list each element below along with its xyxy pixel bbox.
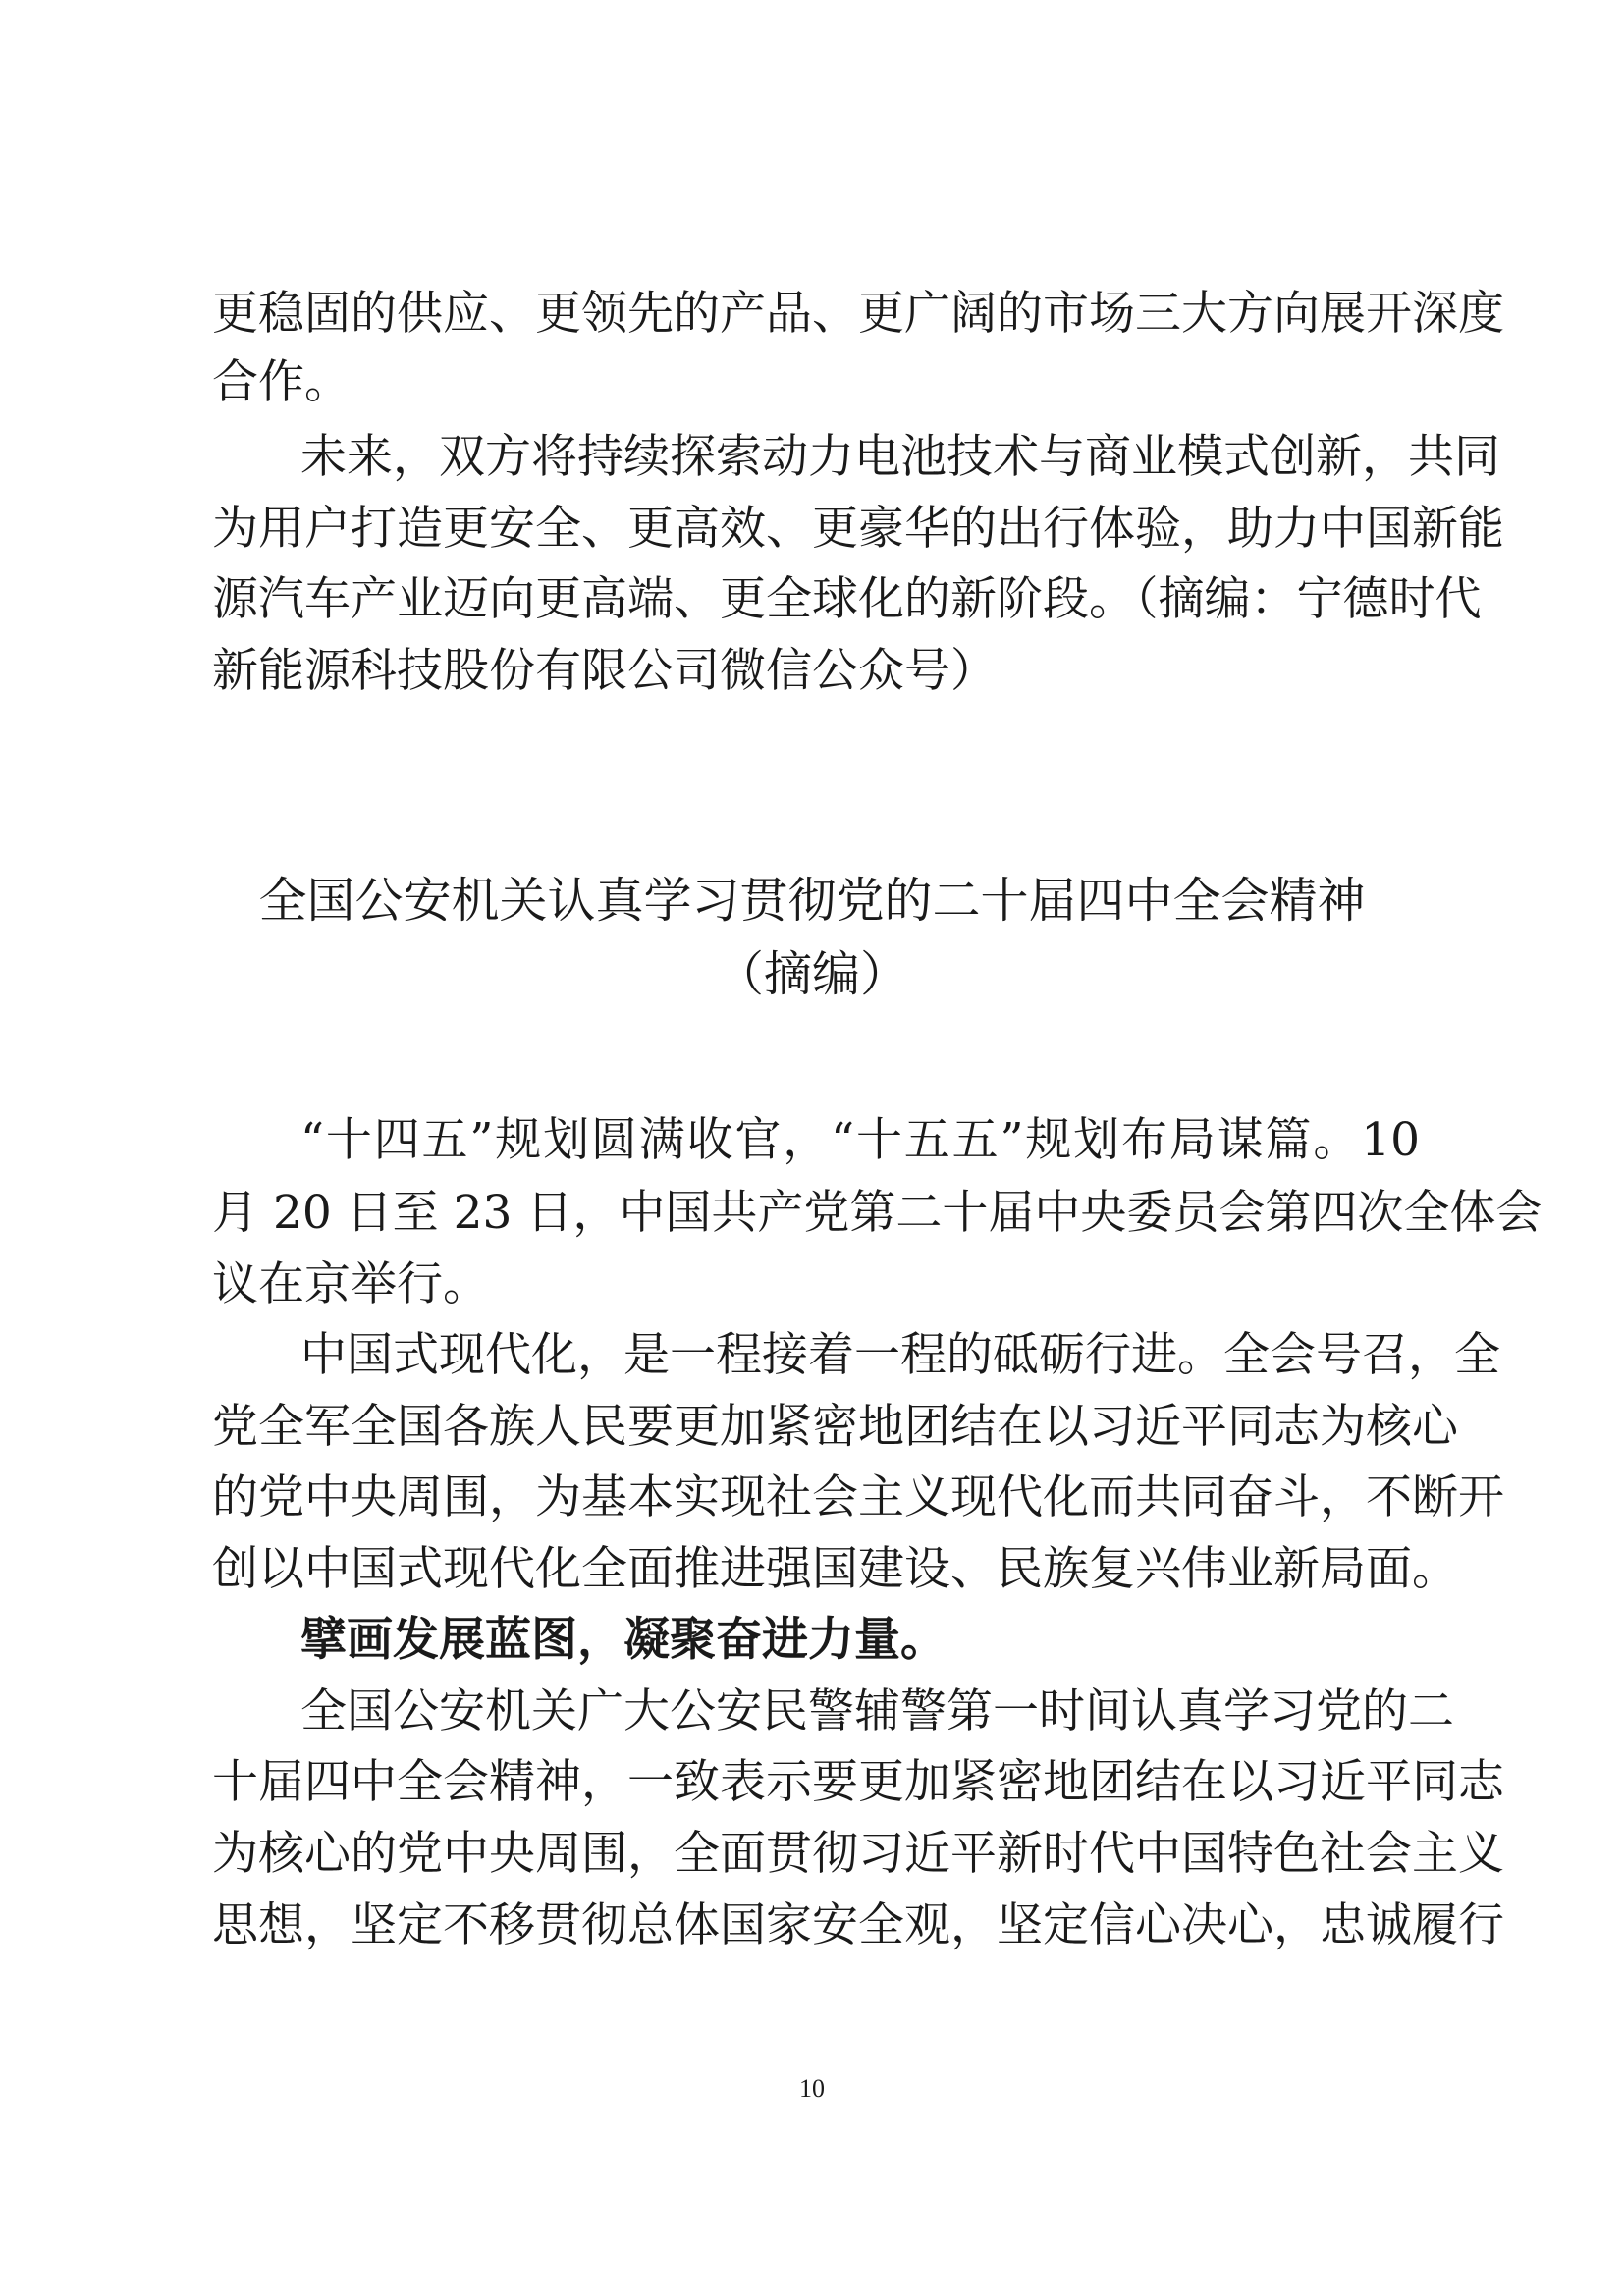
article-title: 全国公安机关认真学习贯彻党的二十届四中全会精神 xyxy=(258,873,1366,929)
paragraph-5-line-4: 思想，坚定不移贯彻总体国家安全观，坚定信心决心，忠诚履行 xyxy=(212,1898,1504,1952)
section-heading: 擘画发展蓝图，凝聚奋进力量。 xyxy=(300,1613,947,1667)
paragraph-3-line-3: 议在京举行。 xyxy=(212,1257,489,1311)
paragraph-4-line-4: 创以中国式现代化全面推进强国建设、民族复兴伟业新局面。 xyxy=(212,1542,1458,1596)
paragraph-5-line-2: 十届四中全会精神，一致表示要更加紧密地团结在以习近平同志 xyxy=(212,1755,1504,1809)
paragraph-2-line-2: 为用户打造更安全、更高效、更豪华的出行体验，助力中国新能 xyxy=(212,502,1504,556)
paragraph-2-line-3: 源汽车产业迈向更高端、更全球化的新阶段。（摘编：宁德时代 xyxy=(212,572,1482,626)
article-subtitle: （摘编） xyxy=(715,946,908,1002)
paragraph-4-line-3: 的党中央周围，为基本实现社会主义现代化而共同奋斗，不断开 xyxy=(212,1470,1504,1524)
paragraph-5-line-1: 全国公安机关广大公安民警辅警第一时间认真学习党的二 xyxy=(300,1684,1454,1738)
paragraph-1-line-2: 合作。 xyxy=(212,355,351,409)
paragraph-2-line-1: 未来，双方将持续探索动力电池技术与商业模式创新，共同 xyxy=(300,430,1500,484)
page-number: 10 xyxy=(799,2074,825,2103)
paragraph-5-line-3: 为核心的党中央周围，全面贯彻习近平新时代中国特色社会主义 xyxy=(212,1827,1504,1881)
paragraph-3-line-1: “十四五”规划圆满收官，“十五五”规划布局谋篇。10 xyxy=(300,1113,1420,1167)
paragraph-4-line-1: 中国式现代化，是一程接着一程的砥砺行进。全会号召，全 xyxy=(300,1328,1500,1382)
paragraph-4-line-2: 党全军全国各族人民要更加紧密地团结在以习近平同志为核心 xyxy=(212,1400,1458,1454)
paragraph-3-line-2: 月 20 日至 23 日，中国共产党第二十届中央委员会第四次全体会 xyxy=(212,1186,1543,1240)
paragraph-2-line-4: 新能源科技股份有限公司微信公众号） xyxy=(212,644,997,698)
paragraph-1-line-1: 更稳固的供应、更领先的产品、更广阔的市场三大方向展开深度 xyxy=(212,287,1504,341)
